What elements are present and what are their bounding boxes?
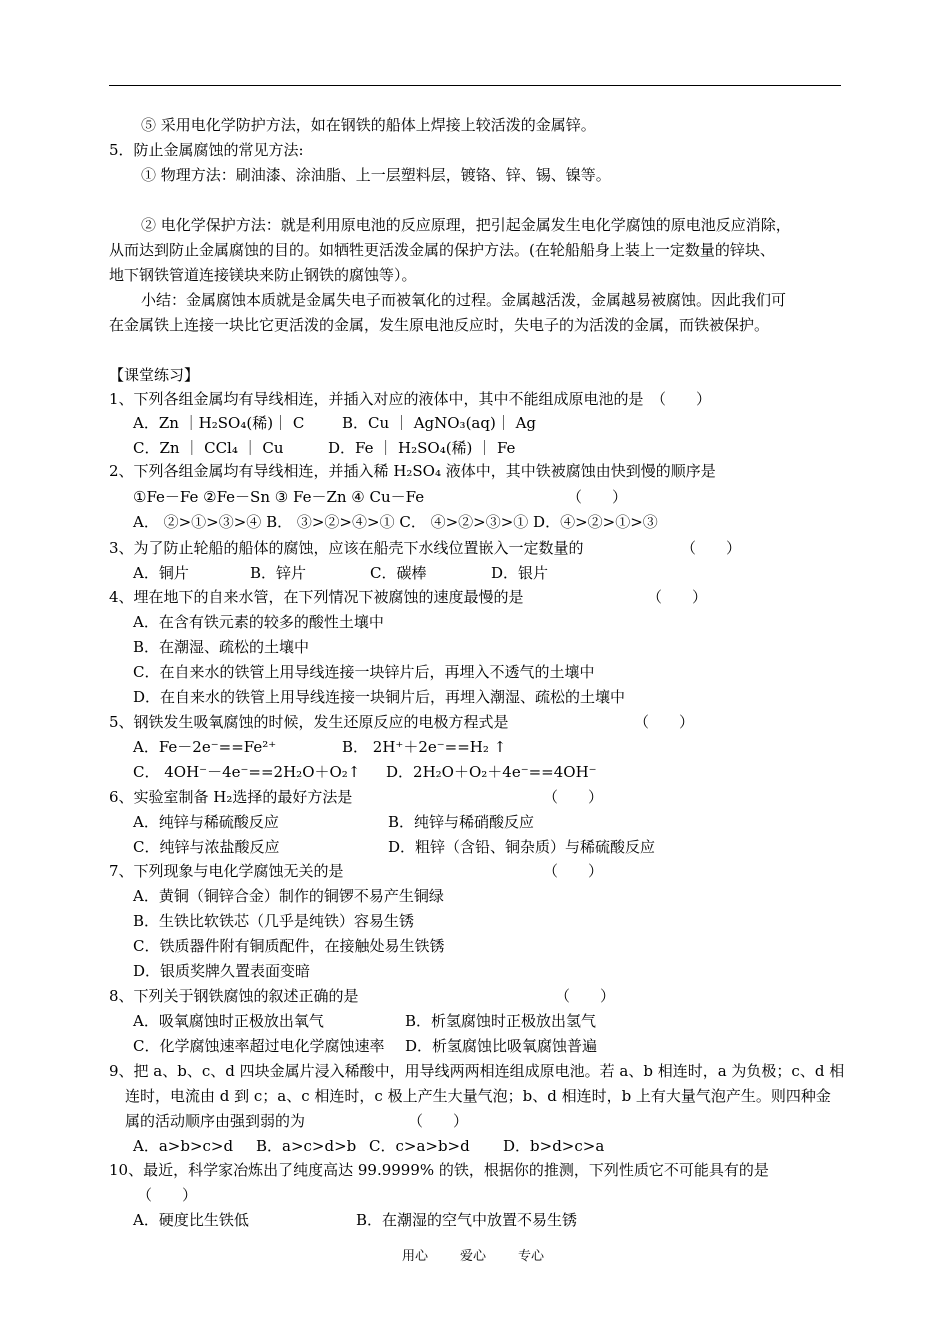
q10-answer-paren: （ ） xyxy=(137,1186,198,1204)
q3-option-a: A．铜片 xyxy=(133,564,189,582)
q2-options: A． ②>①>③>④ B． ③>②>④>① C． ④>②>③>① D．④>②>①>③ xyxy=(133,513,658,531)
summary-line-1: 小结：金属腐蚀本质就是金属失电子而被氧化的过程。金属越活泼，金属越易被腐蚀。因此我们可 xyxy=(141,291,787,309)
q7-option-a: A．黄铜（铜锌合金）制作的铜锣不易产生铜绿 xyxy=(133,887,444,905)
intro-line-3: ① 物理方法：刷油漆、涂油脂、上一层塑料层，镀铬、锌、锡、镍等。 xyxy=(141,166,611,184)
q9-option-b: B．a>c>d>b xyxy=(256,1137,357,1155)
q1-option-a: A．Zn ｜H₂SO₄(稀)｜ C xyxy=(133,414,305,432)
q9-stem-line-2: 连时，电流由 d 到 c；a、c 相连时，c 极上产生大量气泡；b、d 相连时，b 上有大量气泡产生。则四种金 xyxy=(125,1087,831,1105)
q3-option-c: C．碳棒 xyxy=(370,564,427,582)
q4-option-a: A．在含有铁元素的较多的酸性土壤中 xyxy=(133,613,384,631)
q8-option-a: A．吸氧腐蚀时正极放出氧气 xyxy=(133,1012,324,1030)
q6-answer-paren: （ ） xyxy=(543,788,604,806)
q9-stem-line-3: 属的活动顺序由强到弱的为 xyxy=(125,1112,306,1130)
intro-line-6: 地下钢铁管道连接镁块来防止钢铁的腐蚀等）。 xyxy=(109,266,417,284)
intro-line-4: ② 电化学保护方法：就是利用原电池的反应原理，把引起金属发生电化学腐蚀的原电池反应消除， xyxy=(141,216,791,234)
footer-text-left: 用心 xyxy=(402,1249,429,1264)
q1-option-c: C．Zn ｜ CCl₄ ｜ Cu xyxy=(133,439,284,457)
q9-stem-line-1: 9、把 a、b、c、d 四块金属片浸入稀酸中，用导线两两相连组成原电池。若 a、b 相连时，a 为负极；c、d 相 xyxy=(109,1062,845,1080)
q9-answer-paren: （ ） xyxy=(408,1112,469,1130)
intro-line-1: ⑤ 采用电化学防护方法，如在钢铁的船体上焊接上较活泼的金属锌。 xyxy=(141,116,596,134)
q5-option-d: D．2H₂O＋O₂＋4e⁻==4OH⁻ xyxy=(386,763,597,781)
summary-line-2: 在金属铁上连接一块比它更活泼的金属，发生原电池反应时，失电子的为活泼的金属，而铁被保护。 xyxy=(109,316,770,334)
q9-option-d: D．b>d>c>a xyxy=(503,1137,605,1155)
q5-option-b: B． 2H⁺＋2e⁻==H₂ ↑ xyxy=(342,738,507,756)
q7-option-c: C．铁质器件附有铜质配件，在接触处易生铁锈 xyxy=(133,937,445,955)
q7-answer-paren: （ ） xyxy=(543,862,604,880)
section-title: 【课堂练习】 xyxy=(109,366,200,384)
q8-stem: 8、下列关于钢铁腐蚀的叙述正确的是 xyxy=(109,987,359,1005)
q2-stem: 2、下列各组金属均有导线相连，并插入稀 H₂SO₄ 液体中，其中铁被腐蚀由快到慢的顺序是 xyxy=(109,462,716,480)
intro-line-5: 从而达到防止金属腐蚀的目的。如牺牲更活泼金属的保护方法。(在轮船船身上装上一定数量的锌块、 xyxy=(109,241,775,259)
q6-option-c: C．纯锌与浓盐酸反应 xyxy=(133,838,280,856)
q1-option-d: D．Fe ｜ H₂SO₄(稀) ｜ Fe xyxy=(328,439,516,457)
q6-option-a: A．纯锌与稀硫酸反应 xyxy=(133,813,279,831)
q3-answer-paren: （ ） xyxy=(681,539,742,557)
header-rule xyxy=(109,85,841,86)
q3-option-b: B．锌片 xyxy=(250,564,307,582)
q7-option-d: D．银质奖牌久置表面变暗 xyxy=(133,962,311,980)
q1-option-b: B．Cu ｜ AgNO₃(aq)｜ Ag xyxy=(342,414,537,432)
q8-option-c: C．化学腐蚀速率超过电化学腐蚀速率 xyxy=(133,1037,385,1055)
q4-answer-paren: （ ） xyxy=(647,588,708,606)
q10-option-a: A．硬度比生铁低 xyxy=(133,1211,249,1229)
q5-answer-paren: （ ） xyxy=(634,713,695,731)
q7-option-b: B．生铁比软铁芯（几乎是纯铁）容易生锈 xyxy=(133,912,415,930)
q3-stem: 3、为了防止轮船的船体的腐蚀，应该在船壳下水线位置嵌入一定数量的 xyxy=(109,539,584,557)
q2-sequence: ①Fe－Fe ②Fe－Sn ③ Fe－Zn ④ Cu－Fe xyxy=(133,488,425,506)
q10-option-b: B．在潮湿的空气中放置不易生锈 xyxy=(356,1211,578,1229)
q8-option-b: B．析氢腐蚀时正极放出氢气 xyxy=(405,1012,597,1030)
q5-option-a: A．Fe－2e⁻==Fe²⁺ xyxy=(133,738,277,756)
footer-text-middle: 爱心 xyxy=(460,1249,487,1264)
q5-option-c: C． 4OH⁻－4e⁻==2H₂O＋O₂↑ xyxy=(133,763,361,781)
footer-text-right: 专心 xyxy=(518,1249,545,1264)
q6-stem: 6、实验室制备 H₂选择的最好方法是 xyxy=(109,788,353,806)
q6-option-b: B．纯锌与稀硝酸反应 xyxy=(388,813,535,831)
q4-option-b: B．在潮湿、疏松的土壤中 xyxy=(133,638,310,656)
q9-option-a: A．a>b>c>d xyxy=(133,1137,234,1155)
q4-option-d: D．在自来水的铁管上用导线连接一块铜片后，再埋入潮湿、疏松的土壤中 xyxy=(133,688,626,706)
q5-stem: 5、钢铁发生吸氧腐蚀的时候，发生还原反应的电极方程式是 xyxy=(109,713,509,731)
q9-option-c: C．c>a>b>d xyxy=(369,1137,470,1155)
q6-option-d: D．粗锌（含铅、铜杂质）与稀硫酸反应 xyxy=(388,838,656,856)
q10-stem: 10、最近，科学家冶炼出了纯度高达 99.9999% 的铁，根据你的推测，下列性质它不可能具有的是 xyxy=(109,1161,769,1179)
q4-stem: 4、埋在地下的自来水管，在下列情况下被腐蚀的速度最慢的是 xyxy=(109,588,524,606)
intro-line-2: 5．防止金属腐蚀的常见方法: xyxy=(109,141,304,159)
q1-stem: 1、下列各组金属均有导线相连，并插入对应的液体中，其中不能组成原电池的是 （ ） xyxy=(109,390,712,408)
q8-option-d: D．析氢腐蚀比吸氧腐蚀普遍 xyxy=(405,1037,598,1055)
q7-stem: 7、下列现象与电化学腐蚀无关的是 xyxy=(109,862,344,880)
q2-answer-paren: （ ） xyxy=(567,488,628,506)
q8-answer-paren: （ ） xyxy=(555,987,616,1005)
q4-option-c: C．在自来水的铁管上用导线连接一块锌片后，再埋入不透气的土壤中 xyxy=(133,663,595,681)
q3-option-d: D．银片 xyxy=(491,564,549,582)
